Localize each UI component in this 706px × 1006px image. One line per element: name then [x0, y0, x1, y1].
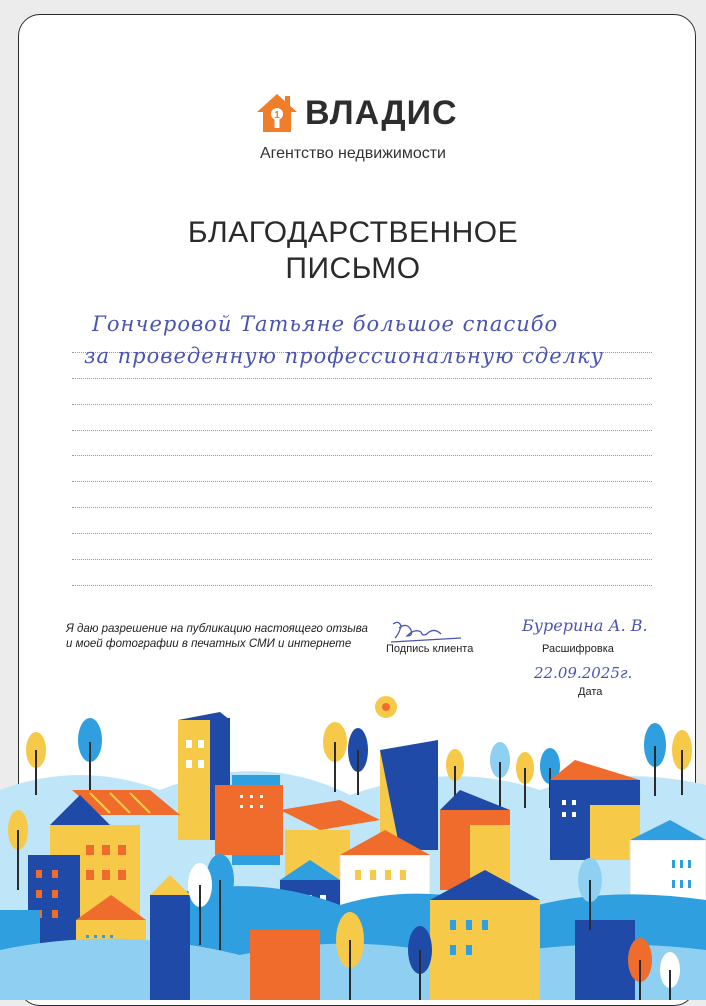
brand-logo — [255, 92, 485, 138]
date-caption: Дата — [578, 686, 603, 698]
house-key-icon — [255, 92, 299, 134]
decoding-value: Бурерина А. В. — [522, 616, 648, 635]
document-title — [0, 215, 706, 287]
brand-name: ВЛАДИС — [305, 94, 458, 132]
title-line-2: ПИСЬМО — [285, 252, 421, 285]
signature-caption: Подпись клиента — [386, 643, 474, 655]
date-value: 22.09.2025г. — [534, 664, 633, 682]
city-illustration — [0, 680, 706, 1000]
title-line-1: БЛАГОДАРСТВЕННОЕ — [187, 216, 519, 249]
consent-line-2: и моей фотографии в печатных СМИ и интернете — [66, 638, 352, 650]
brand-tagline: Агентство недвижимости — [260, 145, 446, 162]
svg-text:1: 1 — [274, 110, 280, 121]
handwritten-line-2: за проведенную профессиональную сделку — [84, 344, 604, 368]
consent-line-1: Я даю разрешение на публикацию настоящего отзыва — [66, 623, 368, 635]
client-signature — [385, 618, 465, 644]
decoding-caption: Расшифровка — [542, 643, 614, 655]
consent-text — [66, 622, 368, 652]
handwritten-line-1: Гончеровой Татьяне большое спасибо — [92, 312, 559, 336]
